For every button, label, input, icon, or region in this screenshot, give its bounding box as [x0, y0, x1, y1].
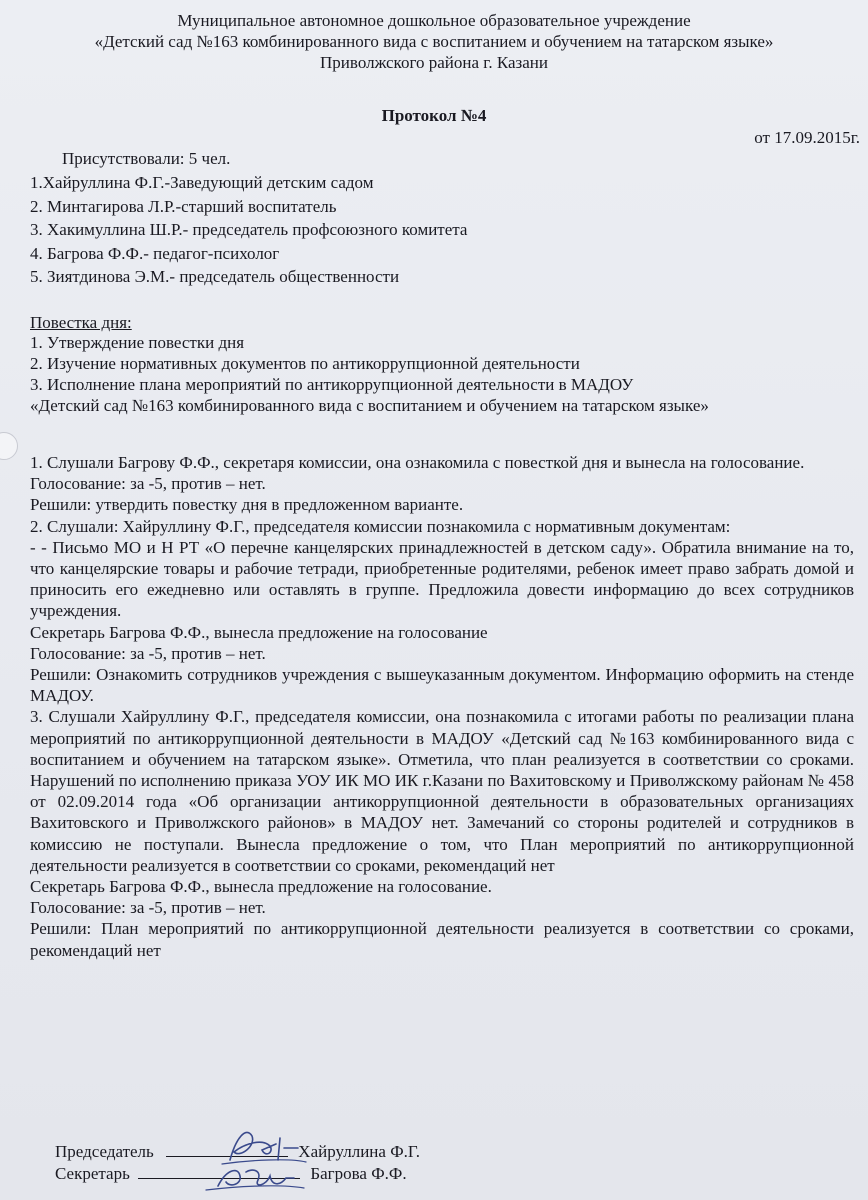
- agenda-heading: Повестка дня:: [30, 313, 132, 332]
- chair-signature-scribble: [222, 1132, 306, 1164]
- paragraph-heard-3: 3. Слушали Хайруллину Ф.Г., председателя комиссии, она познакомила с итогами работы по реализации плана мероприятий по антикоррупционной деятельности в МАДОУ «Детский сад №163 комбинированного вида с воспитанием и обучением на татарском языке». Отметила, что план реализуется в соответствии со сроками. Нарушений по исполнению приказа УОУ ИК МО ИК г.Казани по Вахитовскому и Приволжскому районам № 458 от 02.09.2014 года «Об организации антикоррупционной деятельности в образовательных организациях Вахитовского и Приволжского районов» в МАДОУ нет. Замечаний со стороны родителей и сотрудников в комиссию не поступали. Вынесла предложение о том, что План мероприятий по антикоррупционной деятельности реализуется в соответствии со сроками, рекомендаций нет: [30, 707, 854, 875]
- agenda-item: 3. Исполнение плана мероприятий по антикоррупционной деятельности в МАДОУ: [30, 375, 634, 394]
- paragraph-heard-1: 1. Слушали Багрову Ф.Ф., секретаря комиссии, она ознакомила с повесткой дня и вынесла на голосование.: [30, 453, 805, 472]
- paragraph-letter: - - Письмо МО и Н РТ «О перечне канцелярских принадлежностей в детском саду». Обратила внимание на то, что канцелярские товары и рабочие тетради, приобретенные родителями, ребенок имеет право забрать домой и приносить его ежедневно или оставлять в группе. Предложила довести информацию до всех сотрудников учреждения.: [30, 537, 854, 621]
- agenda-item: «Детский сад №163 комбинированного вида с воспитанием и обучением на татарском языке»: [30, 396, 709, 415]
- agenda-item: 2. Изучение нормативных документов по антикоррупционной деятельности: [30, 354, 580, 373]
- protocol-title: Протокол №4: [381, 106, 487, 125]
- vote-result: Голосование: за -5, против – нет.: [30, 898, 266, 918]
- attendee-item: 5. Зиятдинова Э.М.- председатель общественности: [30, 267, 400, 286]
- vote-result: Голосование: за -5, против – нет.: [30, 643, 266, 663]
- protocol-date: от 17.09.2015г.: [754, 128, 860, 147]
- agenda-item: 1. Утверждение повестки дня: [30, 333, 245, 352]
- attendance-count: Присутствовали: 5 чел.: [62, 149, 231, 168]
- attendee-item: 4. Багрова Ф.Ф.- педагог-психолог: [30, 243, 280, 263]
- secretary-name: Багрова Ф.Ф.: [310, 1164, 407, 1183]
- decision: Решили: Ознакомить сотрудников учреждения с вышеуказанным документом. Информацию оформить на стенде МАДОУ.: [30, 665, 854, 706]
- vote-result: Голосование: за -5, против – нет.: [30, 474, 266, 494]
- secretary-proposal: Секретарь Багрова Ф.Ф., вынесла предложение на голосование.: [30, 877, 492, 897]
- header-line-3: Приволжского района г. Казани: [320, 53, 548, 72]
- decision: Решили: План мероприятий по антикоррупционной деятельности реализуется в соответствии со сроками, рекомендаций нет: [30, 919, 854, 960]
- attendee-item: 1.Хайруллина Ф.Г.-Заведующий детским садом: [30, 173, 374, 192]
- chair-name: Хайруллина Ф.Г.: [298, 1142, 421, 1161]
- secretary-proposal: Секретарь Багрова Ф.Ф., вынесла предложение на голосование: [30, 622, 488, 642]
- attendee-item: 3. Хакимуллина Ш.Р.- председатель профсоюзного комитета: [30, 220, 468, 239]
- decision: Решили: утвердить повестку дня в предложенном варианте.: [30, 495, 464, 515]
- header-line-1: Муниципальное автономное дошкольное образовательное учреждение: [177, 11, 691, 30]
- secretary-signature-scribble: [206, 1170, 304, 1190]
- paragraph-heard-2: 2. Слушали: Хайруллину Ф.Г., председателя комиссии познакомила с нормативным документам:: [30, 516, 731, 536]
- chair-label: Председатель: [55, 1142, 154, 1161]
- secretary-label: Секретарь: [55, 1164, 130, 1183]
- header-line-2: «Детский сад №163 комбинированного вида с воспитанием и обучением на татарском языке»: [94, 32, 774, 51]
- attendee-item: 2. Минтагирова Л.Р.-старший воспитатель: [30, 196, 337, 216]
